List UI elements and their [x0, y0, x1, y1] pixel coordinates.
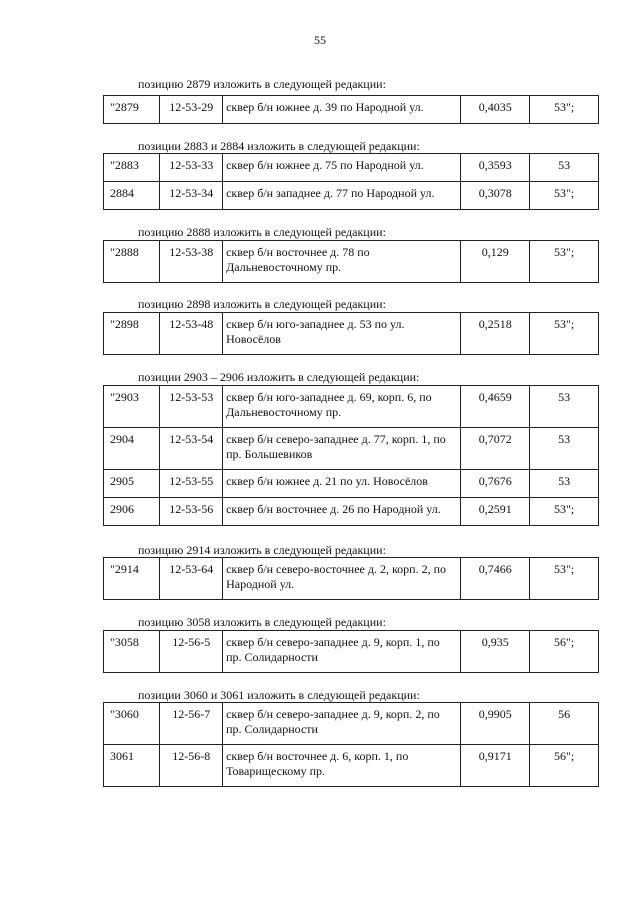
area-value: 0,7676	[461, 470, 530, 498]
position-number: 2906	[104, 498, 160, 526]
amendment-table	[103, 95, 599, 124]
amendment-table	[103, 557, 599, 600]
amendment-caption: позицию 3058 изложить в следующей редакции:	[138, 615, 386, 629]
amendment-table	[103, 702, 599, 787]
district-code: 53";	[530, 558, 599, 600]
table-row	[104, 96, 599, 124]
registry-code: 12-53-64	[160, 558, 223, 600]
table-row	[104, 498, 599, 526]
object-description: сквер б/н южнее д. 75 по Народной ул.	[223, 154, 461, 182]
area-value: 0,935	[461, 631, 530, 673]
district-code: 56";	[530, 631, 599, 673]
object-description: сквер б/н северо-западнее д. 77, корп. 1, по пр. Большевиков	[223, 428, 461, 470]
area-value: 0,4659	[461, 386, 530, 428]
amendment-caption: позиции 3060 и 3061 изложить в следующей редакции:	[138, 688, 420, 702]
table-row	[104, 428, 599, 470]
registry-code: 12-53-38	[160, 241, 223, 283]
position-number: "2914	[104, 558, 160, 600]
position-number: 2905	[104, 470, 160, 498]
table-row	[104, 182, 599, 210]
table-row	[104, 745, 599, 787]
table-row	[104, 386, 599, 428]
area-value: 0,3078	[461, 182, 530, 210]
object-description: сквер б/н восточнее д. 26 по Народной ул.	[223, 498, 461, 526]
registry-code: 12-53-34	[160, 182, 223, 210]
table-row	[104, 470, 599, 498]
amendment-table	[103, 385, 599, 526]
area-value: 0,3593	[461, 154, 530, 182]
amendment-caption: позицию 2898 изложить в следующей редакции:	[138, 297, 386, 311]
object-description: сквер б/н западнее д. 77 по Народной ул.	[223, 182, 461, 210]
amendment-table	[103, 312, 599, 355]
position-number: 2884	[104, 182, 160, 210]
area-value: 0,9905	[461, 703, 530, 745]
position-number: "2888	[104, 241, 160, 283]
page-number: 55	[314, 33, 326, 47]
object-description: сквер б/н восточнее д. 6, корп. 1, по Товарищескому пр.	[223, 745, 461, 787]
position-number: 2904	[104, 428, 160, 470]
position-number: 3061	[104, 745, 160, 787]
amendment-table	[103, 153, 599, 210]
area-value: 0,4035	[461, 96, 530, 124]
area-value: 0,7466	[461, 558, 530, 600]
amendment-table	[103, 240, 599, 283]
amendment-caption: позиции 2903 – 2906 изложить в следующей редакции:	[138, 370, 420, 384]
district-code: 53";	[530, 96, 599, 124]
area-value: 0,2591	[461, 498, 530, 526]
registry-code: 12-56-7	[160, 703, 223, 745]
object-description: сквер б/н юго-западнее д. 53 по ул. Новосёлов	[223, 313, 461, 355]
amendment-caption: позицию 2888 изложить в следующей редакции:	[138, 225, 386, 239]
area-value: 0,7072	[461, 428, 530, 470]
object-description: сквер б/н северо-западнее д. 9, корп. 2, по пр. Солидарности	[223, 703, 461, 745]
position-number: "3058	[104, 631, 160, 673]
area-value: 0,2518	[461, 313, 530, 355]
object-description: сквер б/н восточнее д. 78 по Дальневосточному пр.	[223, 241, 461, 283]
table-row	[104, 703, 599, 745]
object-description: сквер б/н северо-западнее д. 9, корп. 1, по пр. Солидарности	[223, 631, 461, 673]
registry-code: 12-53-29	[160, 96, 223, 124]
position-number: "2883	[104, 154, 160, 182]
registry-code: 12-53-56	[160, 498, 223, 526]
amendment-table	[103, 630, 599, 673]
district-code: 53";	[530, 241, 599, 283]
district-code: 53";	[530, 313, 599, 355]
amendment-caption: позицию 2879 изложить в следующей редакции:	[138, 77, 386, 91]
object-description: сквер б/н северо-восточнее д. 2, корп. 2, по Народной ул.	[223, 558, 461, 600]
table-row	[104, 241, 599, 283]
district-code: 53	[530, 470, 599, 498]
registry-code: 12-53-48	[160, 313, 223, 355]
area-value: 0,9171	[461, 745, 530, 787]
table-row	[104, 313, 599, 355]
table-row	[104, 631, 599, 673]
object-description: сквер б/н южнее д. 21 по ул. Новосёлов	[223, 470, 461, 498]
district-code: 53	[530, 154, 599, 182]
registry-code: 12-56-8	[160, 745, 223, 787]
area-value: 0,129	[461, 241, 530, 283]
position-number: "2903	[104, 386, 160, 428]
object-description: сквер б/н южнее д. 39 по Народной ул.	[223, 96, 461, 124]
registry-code: 12-53-53	[160, 386, 223, 428]
registry-code: 12-56-5	[160, 631, 223, 673]
amendment-caption: позиции 2883 и 2884 изложить в следующей редакции:	[138, 139, 420, 153]
amendment-caption: позицию 2914 изложить в следующей редакции:	[138, 543, 386, 557]
district-code: 56	[530, 703, 599, 745]
table-row	[104, 558, 599, 600]
district-code: 53";	[530, 182, 599, 210]
registry-code: 12-53-33	[160, 154, 223, 182]
district-code: 53";	[530, 498, 599, 526]
position-number: "2898	[104, 313, 160, 355]
district-code: 56";	[530, 745, 599, 787]
registry-code: 12-53-54	[160, 428, 223, 470]
registry-code: 12-53-55	[160, 470, 223, 498]
position-number: "3060	[104, 703, 160, 745]
table-row	[104, 154, 599, 182]
object-description: сквер б/н юго-западнее д. 69, корп. 6, по Дальневосточному пр.	[223, 386, 461, 428]
district-code: 53	[530, 386, 599, 428]
district-code: 53	[530, 428, 599, 470]
position-number: "2879	[104, 96, 160, 124]
